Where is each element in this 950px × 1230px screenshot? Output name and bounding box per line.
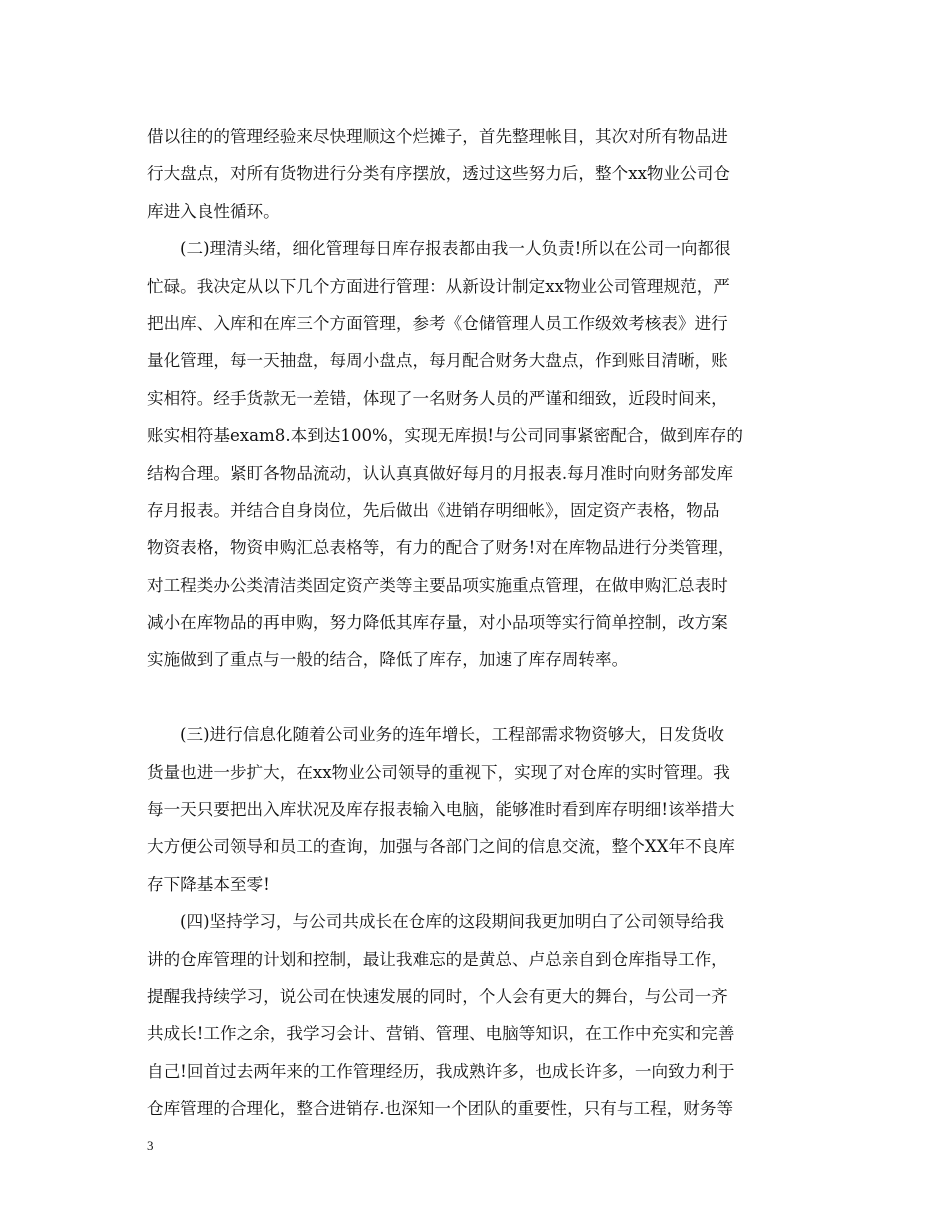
text-line: 存下降基本至零! xyxy=(147,874,270,894)
text-line: 提醒我持续学习，说公司在快速发展的同时，个人会有更大的舞台，与公司一齐 xyxy=(147,986,728,1006)
text-line: 自己!回首过去两年来的工作管理经历，我成熟许多，也成长许多，一向致力利于 xyxy=(147,1061,735,1081)
text-line: 共成长!工作之余，我学习会计、营销、管理、电脑等知识，在工作中充实和完善 xyxy=(147,1024,735,1044)
text-line: 物资表格，物资申购汇总表格等，有力的配合了财务!对在库物品进行分类管理， xyxy=(147,538,735,558)
text-line: 账实相符基exam8.本到达100%，实现无库损!与公司同事紧密配合，做到库存的 xyxy=(147,426,743,446)
body-text xyxy=(147,118,803,1128)
text-line: 量化管理，每一天抽盘，每周小盘点，每月配合财务大盘点，作到账目清晰，账 xyxy=(147,351,728,371)
text-line: 每一天只要把出入库状况及库存报表输入电脑，能够准时看到库存明细!该举措大 xyxy=(147,800,735,820)
page-number: 3 xyxy=(147,1138,154,1153)
text-line xyxy=(147,679,803,716)
text-line: 行大盘点，对所有货物进行分类有序摆放，透过这些努力后，整个xx物业公司仓 xyxy=(147,164,730,184)
text-line: 把出库、入库和在库三个方面管理，参考《仓储管理人员工作级效考核表》进行 xyxy=(147,313,728,333)
text-line: 库进入良性循环。 xyxy=(147,201,280,221)
text-line: (四)坚持学习，与公司共成长在仓库的这段期间我更加明白了公司领导给我 xyxy=(180,912,724,932)
text-line: 对工程类办公类清洁类固定资产类等主要品项实施重点管理，在做申购汇总表时 xyxy=(147,575,728,595)
text-line: 讲的仓库管理的计划和控制，最让我难忘的是黄总、卢总亲自到仓库指导工作， xyxy=(147,949,728,969)
text-line: (二)理清头绪，细化管理每日库存报表都由我一人负责!所以在公司一向都很 xyxy=(180,239,731,259)
paragraph-4 xyxy=(147,903,803,1127)
text-line: 实施做到了重点与一般的结合，降低了库存，加速了库存周转率。 xyxy=(147,650,629,670)
text-line: 借以往的的管理经验来尽快理顺这个烂摊子，首先整理帐目，其次对所有物品进 xyxy=(147,127,728,146)
paragraph-3 xyxy=(147,716,803,903)
text-line: 仓库管理的合理化，整合进销存.也深知一个团队的重要性，只有与工程，财务等 xyxy=(147,1099,734,1119)
text-line: 实相符。经手货款无一差错，体现了一名财务人员的严谨和细致，近段时间来， xyxy=(147,388,728,408)
text-line: 忙碌。我决定从以下几个方面进行管理：从新设计制定xx物业公司管理规范，严 xyxy=(147,276,730,296)
paragraph-1 xyxy=(147,118,803,230)
text-line: 存月报表。并结合自身岗位，先后做出《进销存明细帐》，固定资产表格，物品 xyxy=(147,500,720,520)
text-line: 减小在库物品的再申购，努力降低其库存量，对小品项等实行简单控制，改方案 xyxy=(147,613,728,633)
text-line: (三)进行信息化随着公司业务的连年增长，工程部需求物资够大，日发货收 xyxy=(180,725,724,745)
text-line: 大方便公司领导和员工的查询，加强与各部门之间的信息交流，整个XX年不良库 xyxy=(147,837,735,857)
paragraph-2 xyxy=(147,230,803,716)
text-line: 结构合理。紧盯各物品流动，认认真真做好每月的月报表.每月准时向财务部发库 xyxy=(147,463,734,483)
text-line: 货量也进一步扩大，在xx物业公司领导的重视下，实现了对仓库的实时管理。我 xyxy=(147,762,730,782)
